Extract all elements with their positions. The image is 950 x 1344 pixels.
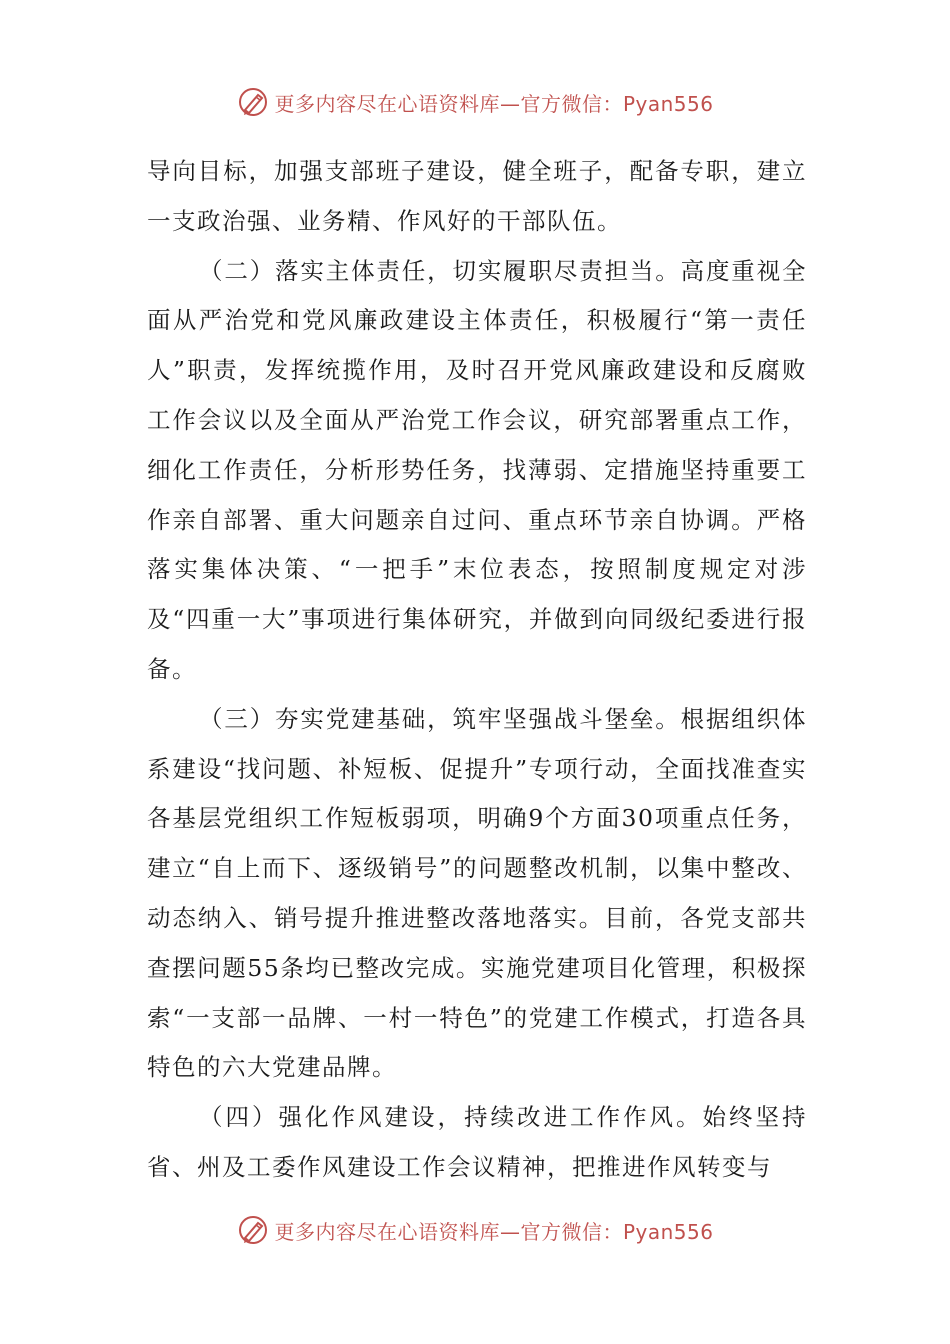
pen-icon [236,85,270,119]
header-banner [0,82,950,122]
paragraph-3: （三）夯实党建基础，筑牢坚强战斗堡垒。根据组织体系建设“找问题、补短板、促提升”专项行动，全面找准查实各基层党组织工作短板弱项，明确9个方面30项重点任务，建立“自上而下、逐级销号”的问题整改机制，以集中整改、动态纳入、销号提升推进整改落地落实。目前，各党支部共查摆问题55条均已整改完成。实施党建项目化管理，积极探索“一支部一品牌、一村一特色”的党建工作模式，打造各具特色的六大党建品牌。 [147,704,807,1082]
paragraph-2: （二）落实主体责任，切实履职尽责担当。高度重视全面从严治党和党风廉政建设主体责任，积极履行“第一责任人”职责，发挥统揽作用，及时召开党风廉政建设和反腐败工作会议以及全面从严治党工作会议，研究部署重点工作，细化工作责任，分析形势任务，找薄弱、定措施坚持重要工作亲自部署、重大问题亲自过问、重点环节亲自协调。严格落实集体决策、“一把手”末位表态，按照制度规定对涉及“四重一大”事项进行集体研究，并做到向同级纪委进行报备。 [147,256,807,683]
footer-banner [0,1210,950,1250]
footer-banner-text: 更多内容尽在心语资料库—官方微信：Pyan556 [274,1219,714,1244]
header-banner-text: 更多内容尽在心语资料库—官方微信：Pyan556 [274,91,714,116]
pen-icon [236,1213,270,1247]
paragraph-1: 导向目标，加强支部班子建设，健全班子，配备专职，建立一支政治强、业务精、作风好的干部队伍。 [147,157,807,235]
document-body [147,147,807,1193]
paragraph-4: （四）强化作风建设，持续改进工作作风。始终坚持省、州及工委作风建设工作会议精神，把推进作风转变与 [147,1103,807,1181]
